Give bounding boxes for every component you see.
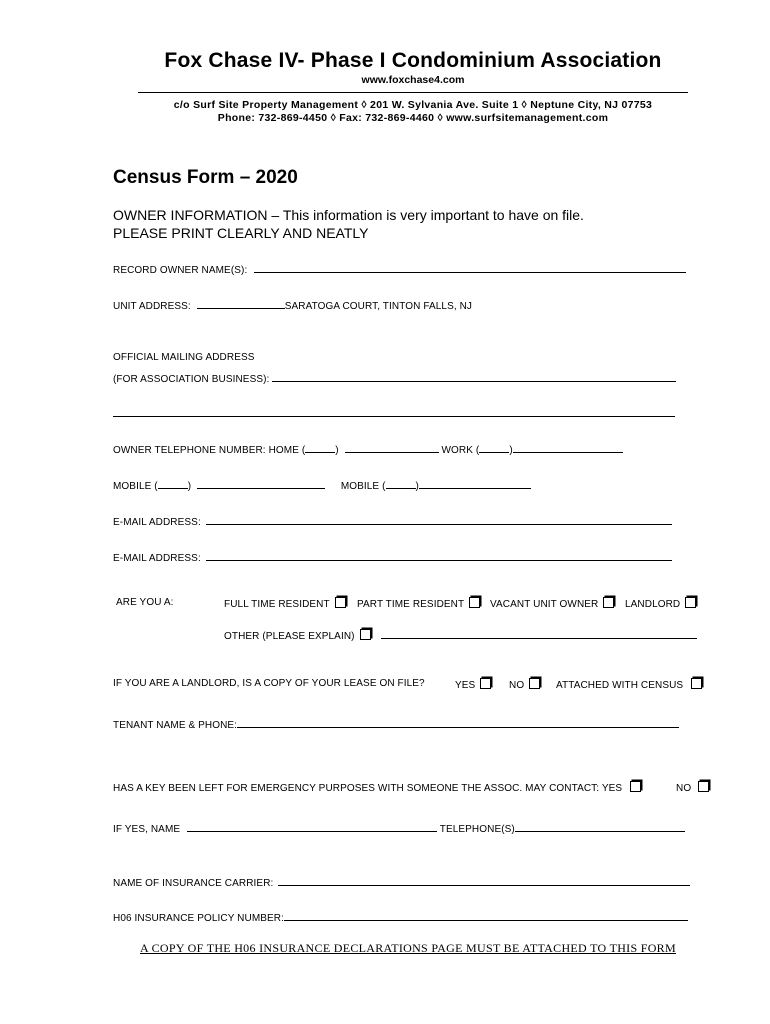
unit-address-label: UNIT ADDRESS: [113,301,191,312]
home-paren-close: ) [335,445,339,456]
vacant-option [490,597,614,610]
email-label-1: E-MAIL ADDRESS: [113,517,201,528]
landlord-checkbox[interactable] [685,597,696,608]
key-contact-phone-field[interactable] [515,821,685,832]
mailing-address-sublabel: (FOR ASSOCIATION BUSINESS): [113,374,270,385]
lease-no-option [509,678,540,691]
policy-number-field[interactable] [284,910,688,921]
other-label: OTHER (PLEASE EXPLAIN) [224,631,355,642]
if-yes-name-label: IF YES, NAME [113,824,181,835]
part-time-option [357,597,480,610]
key-yes-checkbox[interactable] [630,781,641,792]
key-no-checkbox[interactable] [698,781,709,792]
mobile-label-1: MOBILE ( [113,481,158,492]
work-paren-close: ) [509,445,513,456]
telephones-label: TELEPHONE(S) [439,824,515,835]
record-owner-field[interactable] [254,262,686,273]
lease-question: IF YOU ARE A LANDLORD, IS A COPY OF YOUR LEASE ON FILE? [113,678,425,689]
mobile-paren-close-2: ) [415,481,419,492]
footer-note: A COPY OF THE H06 INSURANCE DECLARATIONS PAGE MUST BE ATTACHED TO THIS FORM [140,941,676,955]
intro-line-2: PLEASE PRINT CLEARLY AND NEATLY [113,225,369,241]
mobile-label-2: MOBILE ( [340,481,386,492]
insurance-carrier-label: NAME OF INSURANCE CARRIER: [113,878,274,889]
home-phone-label: OWNER TELEPHONE NUMBER: HOME ( [113,445,306,456]
mobile-phone-field-2[interactable] [419,478,531,489]
email-field-2[interactable] [206,550,672,561]
work-phone-field[interactable] [513,442,623,453]
email-label-2: E-MAIL ADDRESS: [113,553,201,564]
work-area-code-field[interactable] [479,442,509,453]
policy-number-label: H06 INSURANCE POLICY NUMBER: [113,913,284,924]
mailing-address-label: OFFICIAL MAILING ADDRESS [113,352,255,363]
email-row-2 [113,550,672,564]
mobile-area-code-field-1[interactable] [158,478,188,489]
intro-line-1: OWNER INFORMATION – This information is very important to have on file. [113,207,584,223]
mobile-paren-close-1: ) [187,481,192,492]
unit-address-suffix: SARATOGA COURT, TINTON FALLS, NJ [284,301,473,312]
management-address: c/o Surf Site Property Management ◊ 201 W. Sylvania Ave. Suite 1 ◊ Neptune City, NJ 07753 [173,99,653,111]
full-time-option [224,597,346,610]
association-name: Fox Chase IV- Phase I Condominium Association [164,49,662,72]
home-phone-field[interactable] [345,442,439,453]
key-question-row [113,781,641,794]
key-question: HAS A KEY BEEN LEFT FOR EMERGENCY PURPOSES WITH SOMEONE THE ASSOC. MAY CONTACT: YES [113,783,623,794]
attached-option [556,678,702,691]
tenant-field[interactable] [237,717,679,728]
key-no-label: NO [676,783,692,794]
insurance-carrier-field[interactable] [278,875,690,886]
unit-number-field[interactable] [197,298,285,309]
full-time-checkbox[interactable] [335,597,346,608]
attached-label: ATTACHED WITH CENSUS [556,680,684,691]
home-area-code-field[interactable] [305,442,335,453]
tenant-label: TENANT NAME & PHONE: [113,720,238,731]
part-time-checkbox[interactable] [469,597,480,608]
full-time-label: FULL TIME RESIDENT [224,599,330,610]
mobile-area-code-field-2[interactable] [386,478,416,489]
lease-yes-option [455,678,491,691]
key-contact-row [113,821,685,835]
lease-yes-label: YES [455,680,476,691]
lease-no-checkbox[interactable] [529,678,540,689]
vacant-label: VACANT UNIT OWNER [490,599,599,610]
association-website: www.foxchase4.com [361,74,465,86]
unit-address-row [113,298,472,312]
email-field-1[interactable] [206,514,672,525]
mailing-address-row-2 [113,406,675,420]
landlord-option [625,597,696,610]
header-divider [138,92,688,93]
form-title: Census Form – 2020 [113,167,298,188]
landlord-label: LANDLORD [625,599,681,610]
work-phone-label: WORK ( [441,445,480,456]
other-checkbox[interactable] [360,629,371,640]
mobile-phone-field-1[interactable] [197,478,325,489]
tenant-row [113,717,679,731]
key-no-option [676,781,709,794]
policy-number-row [113,910,688,924]
telephone-row [113,442,623,456]
attached-checkbox[interactable] [691,678,702,689]
mailing-address-row [113,371,676,385]
record-owner-label: RECORD OWNER NAME(S): [113,265,248,276]
other-option [224,628,697,642]
vacant-checkbox[interactable] [603,597,614,608]
part-time-label: PART TIME RESIDENT [357,599,465,610]
lease-no-label: NO [509,680,525,691]
other-explain-field[interactable] [381,628,697,639]
are-you-label: ARE YOU A: [116,597,174,608]
key-contact-name-field[interactable] [187,821,437,832]
insurance-carrier-row [113,875,690,889]
record-owner-row [113,262,686,276]
lease-yes-checkbox[interactable] [480,678,491,689]
management-contact: Phone: 732-869-4450 ◊ Fax: 732-869-4460 ◊ www.surfsitemanagement.com [217,112,609,124]
mobile-row [113,478,531,492]
mailing-address-field[interactable] [272,371,676,382]
email-row-1 [113,514,672,528]
mailing-address-field-2[interactable] [113,406,675,417]
